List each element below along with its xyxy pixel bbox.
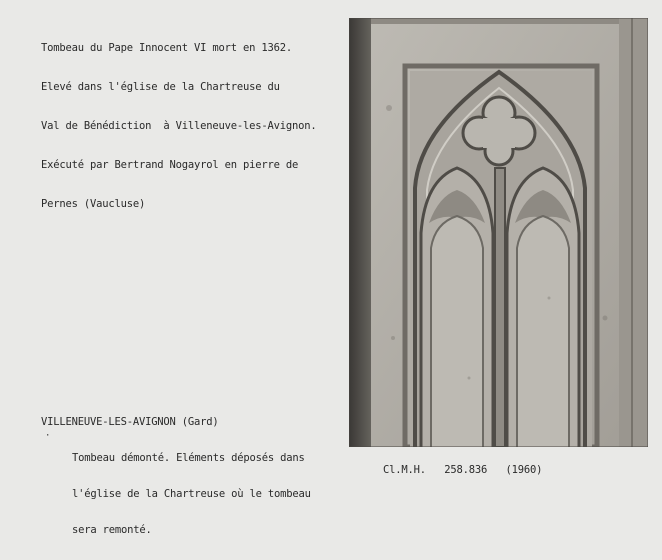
caption-line-5: Pernes (Vaucluse) [41, 198, 146, 210]
location-line-3: sera remonté. [72, 524, 152, 536]
bullet-mark: · [45, 431, 51, 441]
location-description [41, 428, 341, 560]
caption-line-4: Exécuté par Bertrand Nogayrol en pierre de [41, 159, 299, 171]
caption-line-1: Tombeau du Pape Innocent VI mort en 1362. [41, 42, 292, 54]
photograph-gothic-panel [349, 18, 648, 447]
photo-reference [383, 464, 542, 476]
location-line-1: Tombeau démonté. Eléments déposés dans [72, 452, 305, 464]
reference-number: 258.836 [444, 464, 488, 476]
reference-year: (1960) [505, 464, 543, 476]
location-note [41, 416, 341, 560]
caption-line-3: Val de Bénédiction à Villeneuve-les-Avignon. [41, 120, 317, 132]
location-title: VILLENEUVE-LES-AVIGNON (Gard) [41, 416, 219, 428]
gothic-panel-illustration [349, 18, 648, 447]
location-line-2: l'église de la Chartreuse où le tombeau [72, 488, 311, 500]
top-caption [41, 16, 341, 224]
caption-line-2: Elevé dans l'église de la Chartreuse du [41, 81, 280, 93]
reference-label: Cl.M.H. [383, 464, 426, 476]
